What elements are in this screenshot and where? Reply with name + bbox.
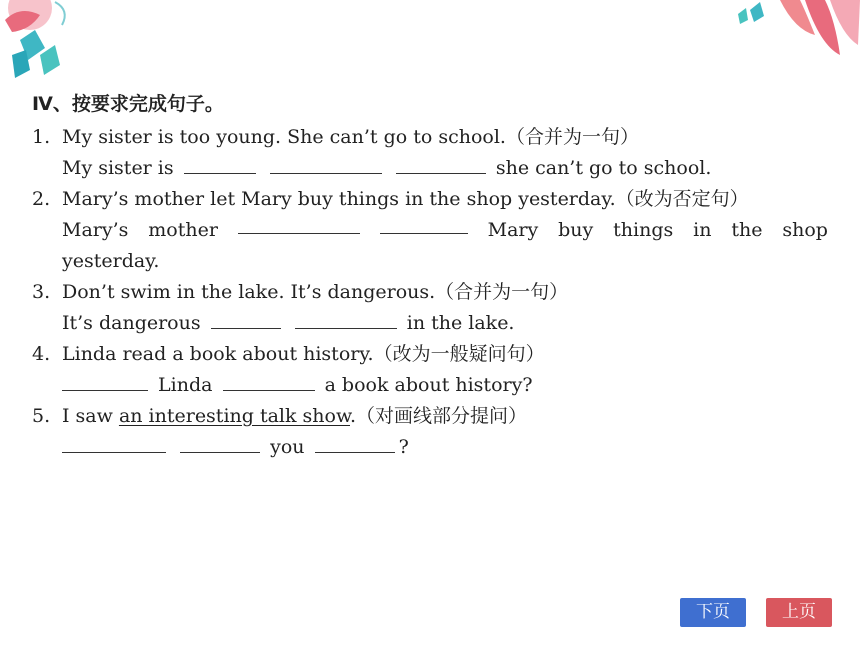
answer-word: Mary [487, 219, 539, 241]
item-number: 4. [32, 343, 51, 365]
prompt-text: Linda read a book about history.（改为一般疑问句） [62, 343, 545, 365]
prompt-text: Mary’s mother let Mary buy things in the shop yesterday.（改为否定句） [62, 188, 749, 210]
answer-text: It’s dangerous [62, 312, 201, 334]
item-number: 1. [32, 126, 51, 148]
answer-text: ? [398, 436, 409, 458]
answer-word: the [731, 219, 763, 241]
item-number: 2. [32, 188, 51, 210]
item-1-prompt [32, 122, 832, 153]
floral-decoration-left-icon [0, 0, 90, 95]
previous-page-button[interactable]: 上页 [766, 598, 832, 627]
item-1-answer [32, 153, 832, 184]
exercise-section [32, 90, 832, 463]
answer-blank[interactable] [223, 372, 315, 391]
prompt-text: .（对画线部分提问） [350, 405, 528, 427]
answer-blank[interactable] [180, 434, 260, 453]
item-2-answer-continued [32, 246, 832, 277]
item-2-prompt [32, 184, 832, 215]
section-heading: Ⅳ、按要求完成句子。 [32, 93, 224, 115]
underlined-phrase: an interesting talk show [118, 405, 350, 427]
answer-blank[interactable] [315, 434, 395, 453]
prompt-text: I saw [62, 405, 119, 427]
answer-text: in the lake. [406, 312, 515, 334]
prompt-text: My sister is too young. She can’t go to school.（合并为一句） [62, 126, 639, 148]
answer-blank[interactable] [396, 155, 486, 174]
answer-text: yesterday. [62, 250, 160, 272]
answer-word: Mary’s [62, 219, 129, 241]
answer-text: My sister is [62, 157, 174, 179]
answer-word: buy [558, 219, 594, 241]
answer-blank[interactable] [184, 155, 256, 174]
answer-blank[interactable] [211, 310, 281, 329]
item-3-prompt [32, 277, 832, 308]
answer-text: you [270, 436, 305, 458]
answer-blank[interactable] [62, 372, 148, 391]
answer-blank[interactable] [380, 215, 468, 234]
item-5-prompt [32, 401, 832, 432]
prompt-text: Don’t swim in the lake. It’s dangerous.（合并为一句） [62, 281, 569, 303]
item-4-prompt [32, 339, 832, 370]
item-2-answer [32, 215, 832, 246]
answer-word: things [613, 219, 674, 241]
item-3-answer [32, 308, 832, 339]
answer-text: she can’t go to school. [495, 157, 712, 179]
floral-decoration-right-icon [730, 0, 860, 70]
item-4-answer [32, 370, 832, 401]
answer-blank[interactable] [62, 434, 166, 453]
answer-text: a book about history? [324, 374, 533, 396]
answer-blank[interactable] [270, 155, 382, 174]
answer-text: Linda [158, 374, 213, 396]
item-number: 5. [32, 405, 51, 427]
answer-blank[interactable] [238, 215, 360, 234]
answer-word: shop [782, 219, 828, 241]
answer-blank[interactable] [295, 310, 397, 329]
item-number: 3. [32, 281, 51, 303]
next-page-button[interactable]: 下页 [680, 598, 746, 627]
answer-word: in [693, 219, 712, 241]
answer-word: mother [148, 219, 218, 241]
item-5-answer [32, 432, 832, 463]
